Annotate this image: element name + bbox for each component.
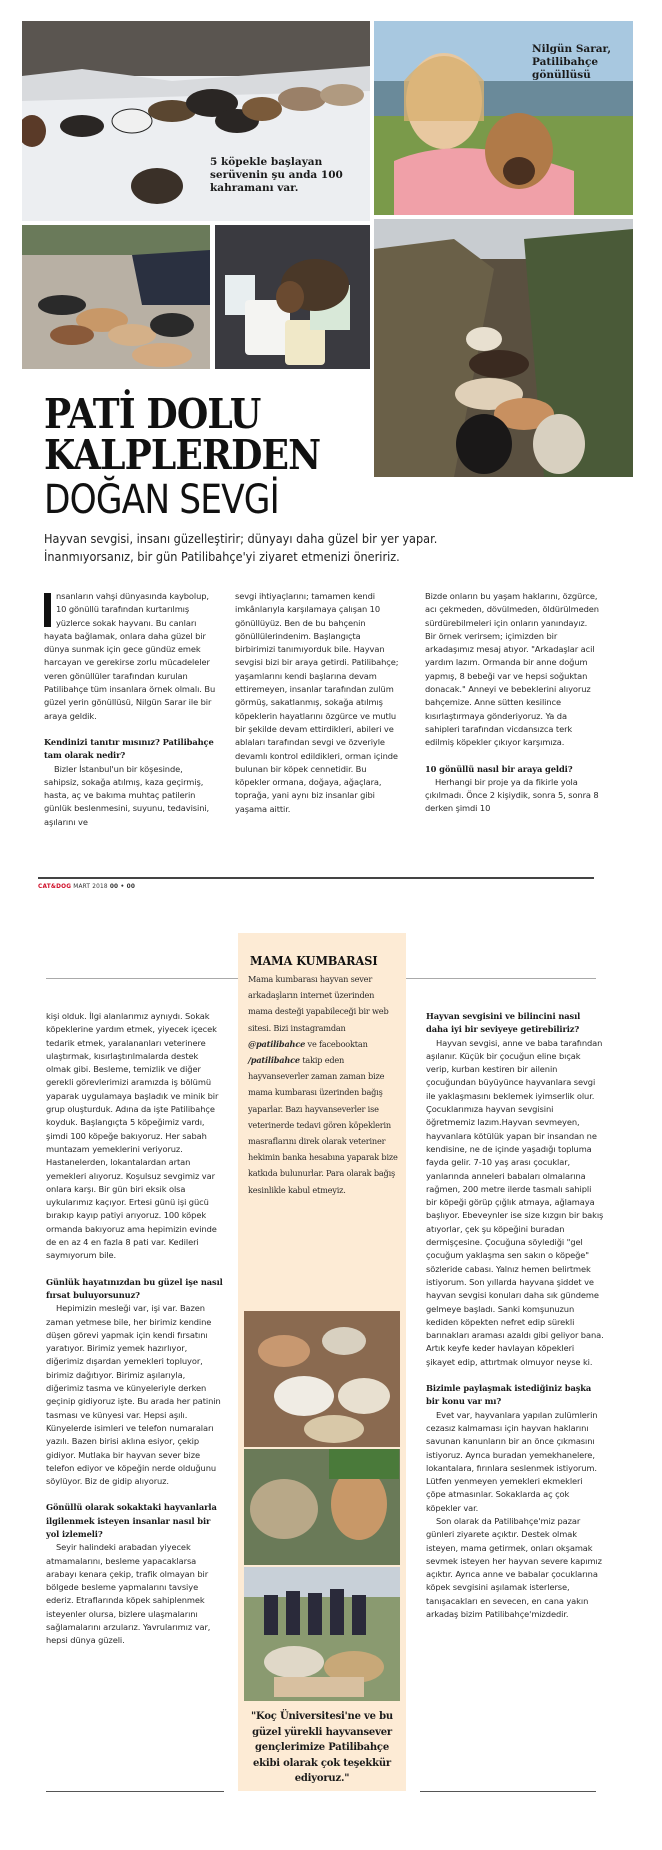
sidebar-quote: "Koç Üniversitesi'ne ve bu güzel yürekli hayvansever gençlerimize Patilibahçe ekibi olarak çok teşekkür ediyoruz."	[251, 1711, 393, 1784]
portrait-caption: Nilgün Sarar, Patilibahçe gönüllüsü	[532, 43, 611, 81]
question-5: Hayvan sevgisini ve bilincini nasıl daha iyi bir seviyeye getirebiliriz?	[426, 1011, 581, 1035]
headline-line-1: PATİ DOLU	[44, 390, 261, 438]
sidebar-text-1: Mama kumbarası hayvan sever arkadaşların internet üzerinden mama desteği yapabileceği bir web sitesi. Bizi instagramdan	[248, 974, 389, 1033]
answer-6-part-1: Evet var, hayvanlara yapılan zulümlerin cezasız kalmaması için hayvan haklarını savunan kanunların bir an önce çıkmasını istiyoruz. Ayrıca buradan yemekhanelere, lokantalara, fırınlara seslenmek istiyorum. Lütfen yenmeyen yemekleri ekmekleri çöpe atmasınlar. Sokaklarda aç çok köpekler var.	[426, 1409, 598, 1513]
answer-1-part-1: Bizler İstanbul'un bir köşesinde, sahipsiz, sokağa atılmış, kaza geçirmiş, hasta, aç ve bakıma muhtaç patilerin günlük beslenmesini, suyunu, tedavisini, aşılarını ve	[44, 763, 210, 827]
page1-column-3	[425, 590, 600, 816]
sidebar-photo-1	[244, 1311, 400, 1447]
volunteer-portrait-photo	[374, 21, 633, 215]
answer-1-part-3: Bizde onların bu yaşam haklarını, özgürce, acı çekmeden, dövülmeden, öldürülmeden sürdürebilmeleri için onların yanındayız. Bir örnek verirsem; içimizden bir arkadaşımız mesaj atıyor. "Arkadaşlar acil yardım lazım. Ormanda bir anne doğum yapmış, 8 bebeği var ve hepsi soğuktan donacak." Anneyi ve bebeklerini alıyoruz bahçemize. Anne sütten kesilince kısırlaştırmaya gönderiyoruz. Ya da sahipleri tarafından vicdansızca terk edilmiş köpekler çıkıyor karşımıza.	[425, 591, 599, 748]
sidebar-text-2: ve facebooktan	[307, 1038, 368, 1049]
sidebar-body	[248, 971, 400, 1198]
car-feeding-image	[22, 225, 210, 369]
question-2: 10 gönüllü nasıl bir araya geldi?	[425, 763, 573, 774]
bucket-dog-image	[215, 225, 370, 369]
question-6: Bizimle paylaşmak istediğiniz başka bir konu var mı?	[426, 1383, 592, 1407]
subtitle-line-2: İnanmıyorsanız, bir gün Patilibahçe'yi ziyaret etmenizi öneririz.	[44, 550, 400, 564]
forest-dogs-image	[374, 219, 633, 477]
magazine-brand: CAT&DOG	[38, 884, 72, 890]
page1-column-1	[44, 590, 216, 829]
page2-bottom-rule-left	[46, 1791, 224, 1792]
sidebar-photo-2	[244, 1449, 400, 1565]
intro-paragraph: nsanların vahşi dünyasında kaybolup, 10 gönüllü tarafından kurtarılmış yüzlerce sokak hayvanı. Bu canları hayata bağlamak, onlara daha güzel bir dünya sunmak için gece gündüz emek harcayan ve gerekirse zorlu mücadeleler veren gönüllüler tarafından kurulan Patilibahçe tüm insanlara örnek olmalı. Bu güzel yerin gönüllüsü, Nilgün Sarar ile bir araya geldik.	[44, 591, 216, 721]
page1-bottom-rule	[38, 877, 594, 879]
sidebar-photo-3	[244, 1567, 400, 1701]
students-group-image	[244, 1567, 400, 1701]
answer-3: Hepimizin mesleği var, işi var. Bazen zaman yetmese bile, her birimiz kendine düşen görevi yapmak için kendi fırsatını yaratıyor. Birimiz yemek hazırlıyor, diğerimiz dışardan yemekleri topluyor, birimiz dağıtıyor. Birimiz aşılarıyla, diğerimiz tasma ve künyeleriyle derken geçinip gidiyoruz işte. Bu arada her patinin tasması ve künyesi var. Hepsi aşılı. Künyelerde isimleri ve telefon numaraları yazılı. Bazen birisi aklına esiyor, çekip gidiyor. Mutlaka bir hayvan sever bize telefon ediyor ve köpeğin nerde olduğunu söylüyor. Biz de gidip alıyoruz.	[46, 1303, 221, 1487]
subtitle	[44, 530, 437, 566]
instagram-handle[interactable]: @patilibahce	[248, 1038, 306, 1049]
headline-line-3: DOĞAN SEVGİ	[44, 477, 279, 523]
headline-line-2: KALPLERDEN	[44, 431, 321, 479]
page1-column-2	[235, 590, 403, 816]
sidebar-text-3: takip eden hayvanseverler zaman zaman bize mama kumbarası üzerinden bağış yaparlar. Bazı hayvanseverler ise veterinerde tedavi gören köpeklerin masraflarını direk olarak veteriner hekimin banka hesabına yaparak bize katkıda bulunurlar. Para olarak bağış kesinlikle kabul etmeyiz.	[248, 1055, 398, 1195]
puppies-eating-image	[244, 1311, 400, 1447]
page2-column-1	[46, 1010, 224, 1648]
answer-6-part-2: Son olarak da Patilibahçe'miz pazar günleri ziyarete açıktır. Destek olmak isteyen, mama getirmek, onları okşamak sevmek isteyen her hayvan severe kapımız açıktır. Ayrıca anne ve babalar çocuklarına köpek sevgisini aşılamak isterlerse, tanışacakları en sevecen, en cana yakın arkadaş bizim Patilibahçe'mizdedir.	[426, 1515, 602, 1620]
page2-column-3	[426, 1010, 604, 1621]
subtitle-line-1: Hayvan sevgisi, insanı güzelleştirir; dünyayı daha güzel bir yer yapar.	[44, 532, 438, 546]
snow-dogs-photo	[22, 21, 370, 221]
answer-1-part-2: sevgi ihtiyaçlarını; tamamen kendi imkânlarıyla karşılamaya çalışan 10 gönüllüyüz. Ben de bu bahçenin gönüllülerindenim. Başlangıçta birbirimizi tanımıyorduk bile. Hayvan sevgisi bizi bir araya getirdi. Patilibahçe; yaşamlarını kendi başlarına devam ettiremeyen, insanlar tarafından zulüm görmüş, sakatlanmış, sokağa atılmış köpeklerin hayatlarını özgürce ve mutlu bir şekilde devam ettirdikleri, abileri ve ablaları tarafından sevgi ve özveriyle devamlı kontrol edildikleri, orman içinde bulunan bir köpek cennetidir. Bu köpekler ormana, doğaya, ağaçlara, toprağa, yani aynı biz insanlar gibi yaşama aittir.	[235, 591, 399, 814]
question-1: Kendinizi tanıtır mısınız? Patilibahçe tam olarak nedir?	[44, 736, 214, 761]
car-feeding-photo	[22, 225, 210, 369]
answer-2-start: Herhangi bir proje ya da fikirle yola çıkılmadı. Önce 2 kişiydik, sonra 5, sonra 8 derken şimdi 10	[425, 776, 599, 814]
snow-photo-caption: 5 köpekle başlayan serüvenin şu anda 100 kahramanı var.	[210, 156, 343, 194]
answer-4: Seyir halindeki arabadan yiyecek atmamalarını, besleme yapacaklarsa arabayı kenara çekip, trafik olmayan bir bölgede besleme yapmalarını tavsiye ederiz. Etraflarında köpek sahiplenmek isteyenler olursa, bizlere ulaşmalarını sağlamalarını arzularız. Yavrularımız var, hepsi dünya güzeli.	[46, 1542, 211, 1646]
question-3: Günlük hayatınızdan bu güzel işe nasıl fırsat buluyorsunuz?	[46, 1276, 223, 1300]
answer-5: Hayvan sevgisi, anne ve baba tarafından aşılanır. Küçük bir çocuğun eline bıçak verip, kurban kestiren bir ailenin çocuğundan büyüyünce hayvanlara sevgi ile yaklaşmasını beklemek iyimserlik olur. Çocuklarımıza hayvan sevgisini öğretmemiz lazım.Hayvan sevmeyen, hayvanlara kötülük yapan bir insandan ne kendisine, ne de içinde yaşadığı topluma fayda gelir. 7-10 yaş arası çocuklar, yanlarında anneleri babaları olmalarına rağmen, 200 metre ilerde tasmalı sahipli bir köpeği görüp çığlık atmaya, ağlamaya başlıyor. Ebeveynler ise size kızgın bir bakış atıyorlar, çek şu köpeğini buradan dermişçesine. Çocuğuna söylediği "gel çocuğum yaklaşma sen sakın o köpeğe" sözleride cabası. Yalnız hemen belirtmek istiyorum. Son yıllarda hayvana şiddet ve hayvan sevgisi konuları daha sık gündeme gelmeye başladı. Sanki komşunuzun kediden köpekten nefret edip sürekli barınakları araması azaldı gibi geliyor bana. Artık keyfe keder havlayan köpekleri şikayet edip, attırtmak olmuyor neyse ki.	[426, 1037, 604, 1367]
bucket-dog-photo	[215, 225, 370, 369]
mama-kumbarasi-sidebar	[238, 933, 406, 1791]
page-number: 00 • 00	[109, 884, 136, 890]
facebook-handle[interactable]: /patilibahce	[248, 1055, 300, 1066]
answer-2-continued: kişi olduk. İlgi alanlarımız aynıydı. Sokak köpeklerine yardım etmek, yiyecek içecek tedarik etmek, yaralananları veterinere ulaştırmak, kısırlaştırılmalarda destek olmak gibi. Besleme, temizlik ve diğer gerekli görevlerimizi aramızda iş bölümü yaparak uygulamaya başladık ve minik bir grup oluşturduk. Adına da işte Patilibahçe koyduk. Başlangıçta 5 köpeğimiz vardı, şimdi 100 köpeğe bakıyoruz. Her sabah muntazam yemeklerini veriyoruz. Hastanelerden, lokantalardan artan yemekleri alıyoruz. Koşulsuz sevgimiz var onlara karşı. Bir gün biri eksik olsa uykularımız kaçıyor. Ertesi günü işi gücü bırakıp kayıp patiyi arıyoruz. 100 köpek ormanda bakıyoruz ama hepimizin evinde de en az 4 en fazla 8 pati var. Kedileri saymıyorum bile.	[46, 1011, 219, 1261]
forest-dogs-photo	[374, 219, 633, 477]
sidebar-title: MAMA KUMBARASI	[250, 953, 378, 968]
page-footer	[38, 884, 135, 890]
issue-date: MART 2018	[73, 884, 108, 890]
dropcap-letter-i	[44, 593, 51, 627]
page2-bottom-rule-right	[420, 1791, 596, 1792]
question-4: Gönüllü olarak sokaktaki hayvanlarla ilgilenmek isteyen insanlar nasıl bir yol izlemeli?	[46, 1502, 217, 1539]
dogs-with-volunteers-image	[244, 1449, 400, 1565]
